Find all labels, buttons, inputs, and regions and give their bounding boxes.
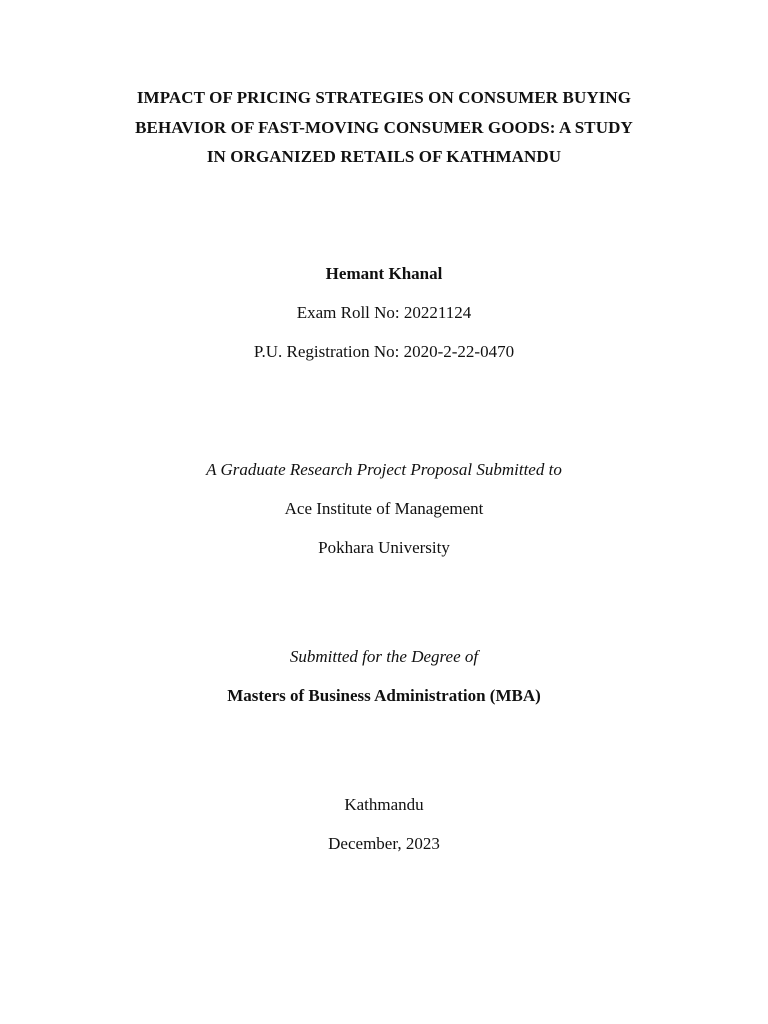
institute-name: Ace Institute of Management [284, 499, 484, 518]
submission-statement: A Graduate Research Project Proposal Submitted to [206, 460, 562, 479]
university-name: Pokhara University [318, 538, 450, 557]
place: Kathmandu [344, 795, 424, 814]
degree-name: Masters of Business Administration (MBA) [227, 686, 541, 705]
date: December, 2023 [328, 834, 440, 853]
title-line-3: IN ORGANIZED RETAILS OF KATHMANDU [206, 147, 562, 166]
registration-number: P.U. Registration No: 2020-2-22-0470 [253, 342, 515, 361]
title-line-2: BEHAVIOR OF FAST-MOVING CONSUMER GOODS: A STUDY [135, 118, 633, 137]
degree-statement: Submitted for the Degree of [289, 647, 479, 666]
exam-roll-number: Exam Roll No: 20221124 [296, 303, 472, 322]
title-line-1: IMPACT OF PRICING STRATEGIES ON CONSUMER BUYING [136, 88, 632, 107]
author-name: Hemant Khanal [325, 264, 443, 283]
